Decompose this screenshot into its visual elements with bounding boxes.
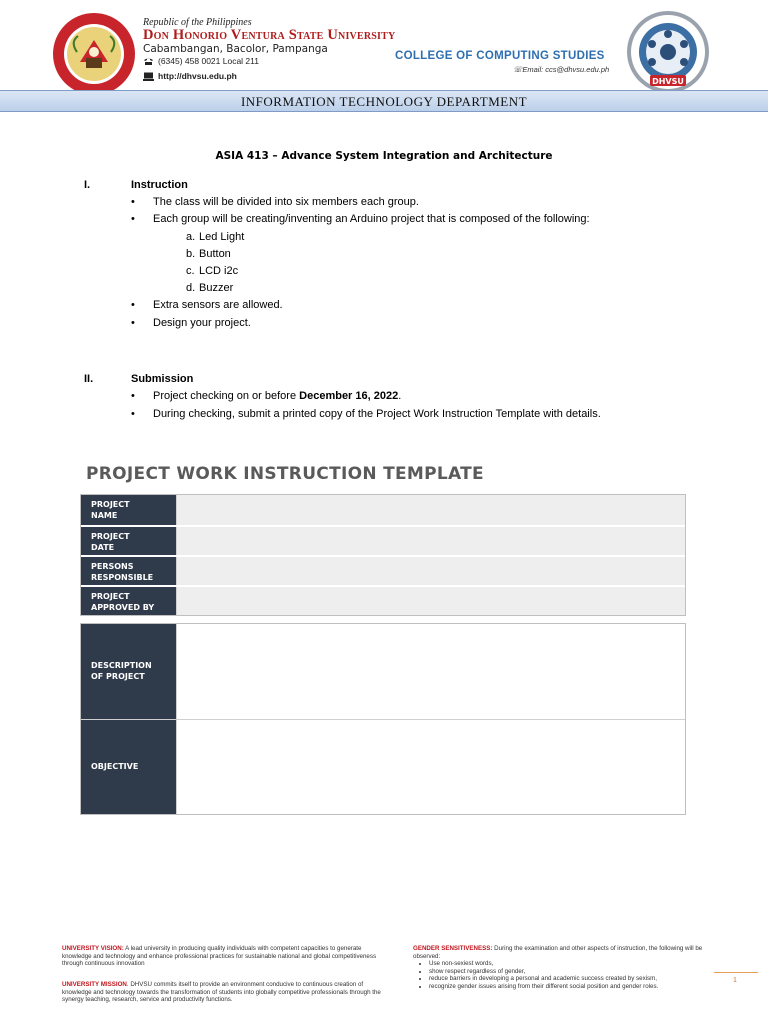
section-number-1: I. (84, 179, 91, 191)
sub-list-text: Buzzer (199, 282, 234, 294)
label-line: PERSONS (91, 562, 134, 571)
sub-list-letter: c. (186, 265, 195, 277)
label-line: APPROVED BY (91, 603, 155, 612)
deadline-prefix: Project checking on or before (153, 390, 300, 402)
template-field-project-approved-by[interactable] (176, 587, 685, 615)
template-field-description[interactable] (176, 624, 685, 719)
deadline-suffix: . (398, 390, 402, 402)
template-title: PROJECT WORK INSTRUCTION TEMPLATE (86, 464, 484, 484)
template-field-project-name[interactable] (176, 495, 685, 525)
template-row-project-name (81, 495, 685, 525)
department-banner (0, 90, 768, 112)
gender-label: GENDER SENSITIVENESS: (413, 945, 493, 952)
section-heading-submission: Submission (131, 373, 194, 385)
sub-list-item (186, 265, 238, 277)
gender-sensitiveness (413, 945, 705, 991)
list-item-text (153, 390, 401, 402)
bullet-icon: • (131, 196, 135, 208)
phone-number: (6345) 458 0021 Local 211 (158, 56, 259, 66)
template-row-project-date (81, 525, 685, 555)
university-mission (62, 981, 392, 1004)
email-icon: ☏ (513, 65, 523, 74)
sub-list-text: Led Light (199, 231, 245, 243)
list-item-text: Extra sensors are allowed. (153, 299, 283, 311)
gender-list-item: • recognize gender issues arising from their different social position and gender roles. (429, 983, 705, 991)
sub-list-text: Button (199, 248, 231, 260)
gender-text: During the examination and other aspects of instruction, the following will be observed: (413, 945, 703, 960)
template-label (81, 587, 176, 615)
sub-list-letter: b. (186, 248, 196, 260)
department-title: INFORMATION TECHNOLOGY DEPARTMENT (240, 94, 528, 109)
label-line: PROJECT (91, 500, 130, 509)
college-seal-bottom-text: DHVSU (652, 77, 684, 86)
label-line: PROJECT (91, 532, 130, 541)
gender-list-item: • Use non-sexiest words, (429, 960, 705, 968)
list-item (131, 408, 601, 420)
label-line: OF PROJECT (91, 672, 145, 682)
mission-text: . DHVSU commits itself to provide an environment conducive to continuous creation of knowledge and technology towards the transformation of students into globally competitive professionals through the synergy teaching, research, service and productivity functions. (62, 981, 381, 1004)
sub-list-item (186, 282, 233, 294)
bullet-icon: • (131, 408, 135, 420)
template-label (81, 557, 176, 585)
gender-list-item: • reduce barriers in developing a personal and academic success created by sexism, (429, 975, 705, 983)
computer-icon (143, 72, 154, 81)
website-link[interactable]: http://dhvsu.edu.ph (158, 71, 237, 81)
label-line: DATE (91, 543, 115, 552)
template-label (81, 624, 176, 719)
list-item (131, 390, 401, 402)
sub-list-text: LCD i2c (199, 265, 239, 277)
template-row-persons-responsible (81, 555, 685, 585)
template-description-table (80, 623, 686, 815)
university-vision (62, 945, 392, 968)
label-line: OBJECTIVE (91, 762, 139, 772)
sub-list-item (186, 248, 231, 260)
template-field-objective[interactable] (176, 720, 685, 815)
template-row-description (81, 624, 685, 719)
template-info-table (80, 494, 686, 616)
list-item (131, 196, 419, 208)
college-seal-logo (626, 10, 710, 94)
phone-line (143, 56, 259, 66)
page-number: 1 (733, 977, 737, 984)
bullet-icon: • (131, 317, 135, 329)
section-heading-instruction: Instruction (131, 179, 188, 191)
template-row-project-approved-by (81, 585, 685, 615)
college-email (513, 65, 609, 74)
template-field-project-date[interactable] (176, 527, 685, 555)
university-address: Cabambangan, Bacolor, Pampanga (143, 43, 328, 55)
deadline-date: December 16, 2022 (299, 390, 399, 402)
page-number-rule (714, 972, 758, 973)
course-title: ASIA 413 – Advance System Integration and Architecture (215, 150, 553, 162)
list-item-text: Design your project. (153, 317, 251, 329)
vision-label: UNIVERSITY VISION: (62, 945, 124, 952)
template-field-persons-responsible[interactable] (176, 557, 685, 585)
phone-icon (143, 57, 154, 66)
template-label (81, 527, 176, 555)
label-line: PROJECT (91, 592, 130, 601)
republic-text: Republic of the Philippines (143, 17, 252, 28)
list-item (131, 299, 283, 311)
list-item-text: The class will be divided into six members each group. (153, 196, 419, 208)
bullet-icon: • (131, 299, 135, 311)
label-line: NAME (91, 511, 118, 520)
list-item-text: Each group will be creating/inventing an Arduino project that is composed of the following: (153, 213, 590, 225)
list-item (131, 213, 590, 225)
template-label (81, 720, 176, 815)
college-name: COLLEGE OF COMPUTING STUDIES (395, 50, 605, 62)
section-number-2: II. (84, 373, 94, 385)
bullet-icon: • (131, 213, 135, 225)
mission-label: UNIVERSITY MISSION (62, 981, 127, 988)
sub-list-item (186, 231, 244, 243)
gender-list-item: • show respect regardless of gender, (429, 968, 705, 976)
sub-list-letter: d. (186, 282, 196, 294)
list-item-text: During checking, submit a printed copy of the Project Work Instruction Template with details. (153, 408, 601, 420)
university-seal-logo (52, 12, 136, 96)
bullet-icon: • (131, 390, 135, 402)
label-line: DESCRIPTION (91, 661, 152, 671)
sub-list-letter: a. (186, 231, 196, 243)
website-line (143, 71, 237, 81)
vision-text: A lead university in producing quality individuals with competent capacities to generate knowledge and technology and enhance professional practices for sustainable national and global competitiveness through continuous innovation (62, 945, 377, 968)
template-label (81, 495, 176, 525)
university-name: Don Honorio Ventura State University (143, 27, 396, 43)
label-line: RESPONSIBLE (91, 573, 154, 582)
email-text: Email: ccs@dhvsu.edu.ph (522, 65, 610, 74)
gender-list (413, 960, 705, 990)
template-row-objective (81, 719, 685, 815)
list-item (131, 317, 251, 329)
